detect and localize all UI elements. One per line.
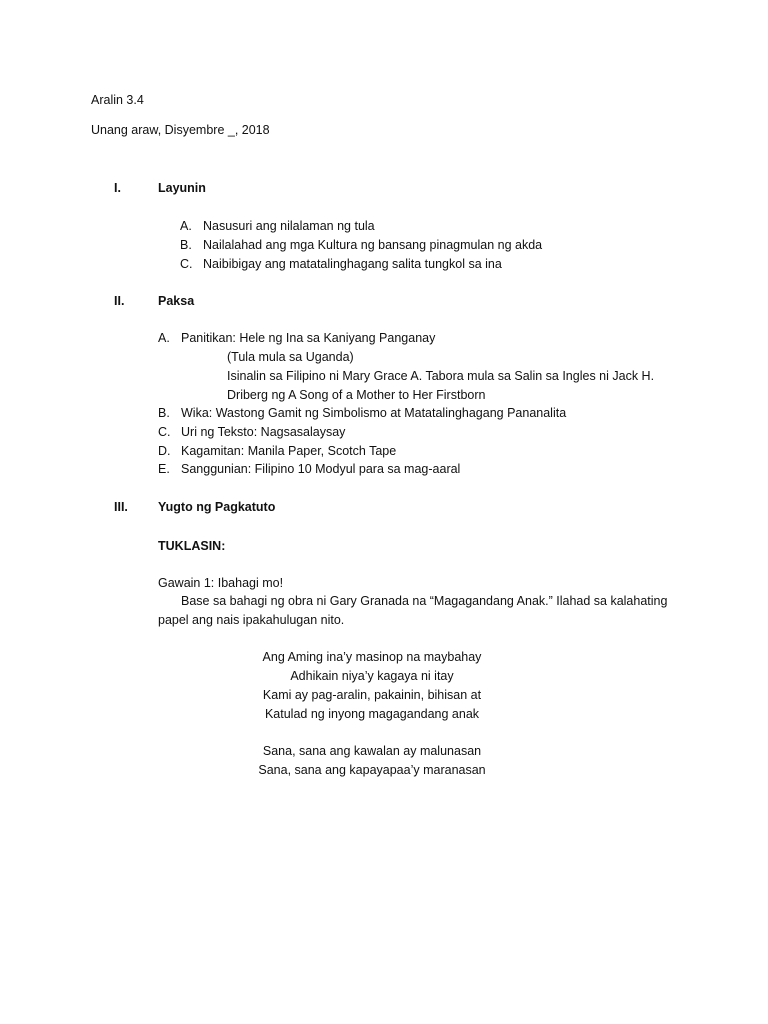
poem-line: Adhikain niya’y kagaya ni itay bbox=[290, 669, 454, 683]
objective-letter: B. bbox=[180, 238, 192, 252]
poem-line: Kami ay pag-aralin, pakainin, bihisan at bbox=[262, 688, 482, 702]
tuklasin-heading: TUKLASIN: bbox=[158, 539, 226, 553]
objective-item: Nasusuri ang nilalaman ng tula bbox=[203, 219, 375, 233]
activity-instruction-line-2: papel ang nais ipakahulugan nito. bbox=[158, 613, 345, 627]
section-2-numeral: II. bbox=[114, 294, 125, 308]
poem-line: Sana, sana ang kawalan ay malunasan bbox=[262, 744, 482, 758]
poem-line: Ang Aming ina’y masinop na maybahay bbox=[262, 650, 482, 664]
topic-letter: A. bbox=[158, 331, 170, 345]
objective-item: Naibibigay ang matatalinghagang salita tungkol sa ina bbox=[203, 257, 502, 271]
objective-letter: C. bbox=[180, 257, 193, 271]
topic-panitikan: Panitikan: Hele ng Ina sa Kaniyang Panganay bbox=[181, 331, 436, 345]
activity-title: Gawain 1: Ibahagi mo! bbox=[158, 576, 284, 590]
topic-letter: B. bbox=[158, 406, 170, 420]
topic-panitikan-origin: (Tula mula sa Uganda) bbox=[227, 350, 354, 364]
topic-letter: D. bbox=[158, 444, 171, 458]
topic-uri-ng-teksto: Uri ng Teksto: Nagsasalaysay bbox=[181, 425, 346, 439]
section-3-title: Yugto ng Pagkatuto bbox=[158, 500, 276, 514]
objective-letter: A. bbox=[180, 219, 192, 233]
topic-letter: C. bbox=[158, 425, 171, 439]
objective-item: Nailalahad ang mga Kultura ng bansang pinagmulan ng akda bbox=[203, 238, 543, 252]
section-2-title: Paksa bbox=[158, 294, 195, 308]
section-1-title: Layunin bbox=[158, 181, 206, 195]
section-1-numeral: I. bbox=[114, 181, 121, 195]
lesson-title: Aralin 3.4 bbox=[91, 93, 144, 107]
activity-instruction-line-1: Base sa bahagi ng obra ni Gary Granada na “Magagandang Anak.” Ilahad sa kalahating bbox=[181, 594, 668, 608]
topic-sanggunian: Sanggunian: Filipino 10 Modyul para sa mag-aaral bbox=[181, 462, 461, 476]
topic-panitikan-translation: Isinalin sa Filipino ni Mary Grace A. Tabora mula sa Salin sa Ingles ni Jack H. bbox=[227, 369, 655, 383]
date-line: Unang araw, Disyembre _, 2018 bbox=[91, 123, 270, 137]
poem-line: Katulad ng inyong magagandang anak bbox=[264, 707, 480, 721]
topic-letter: E. bbox=[158, 462, 170, 476]
topic-panitikan-source: Driberg ng A Song of a Mother to Her Firstborn bbox=[227, 388, 486, 402]
topic-kagamitan: Kagamitan: Manila Paper, Scotch Tape bbox=[181, 444, 397, 458]
poem-line: Sana, sana ang kapayapaa’y maranasan bbox=[258, 763, 486, 777]
topic-wika: Wika: Wastong Gamit ng Simbolismo at Matatalinghagang Pananalita bbox=[181, 406, 567, 420]
section-3-numeral: III. bbox=[114, 500, 128, 514]
